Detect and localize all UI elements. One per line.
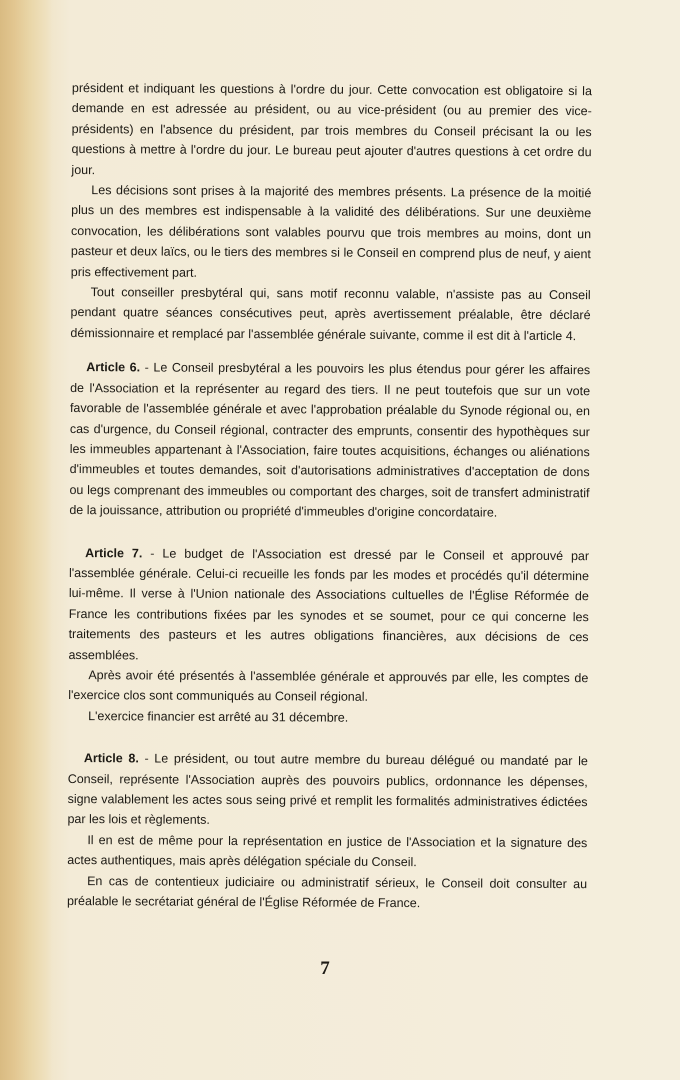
article-8-text: - Le président, ou tout autre membre du bureau délégué ou mandaté par le Conseil, représente l'Association auprès des pouvoirs publics, ordonnance les dépenses, signe valablement les actes sous seing privé et remplit les formalités administratives édictées par les lois et règlements. bbox=[67, 751, 588, 828]
article-6 bbox=[69, 357, 590, 523]
article-7-text: - Le budget de l'Association est dressé par le Conseil et approuvé par l'assemblée générale. Celui-ci recueille les fonds par les modes et procédés qu'il détermine lui-même. Il verse à l'Union nationale des Associations cultuelles de l'Église Réformée de France les contributions fixées par les synodes et se soumet, pour ce qui concerne les traitements des pasteurs et les autres obligations financières, aux décisions de ces assemblées. bbox=[68, 545, 590, 662]
article-7-paragraph-comptes: Après avoir été présentés à l'assemblée générale et approuvés par elle, les comptes de l'exercice clos sont communiqués au Conseil régional. bbox=[68, 668, 589, 705]
article-6-text: - Le Conseil presbytéral a les pouvoirs les plus étendus pour gérer les affaires de l'Association et la représenter au regard des tiers. Il ne peut toutefois que sur un vote favorable de l'assemblée générale et avec l'approbation préalable du Synode régional ou, en cas d'urgence, du Conseil régional, contracter des emprunts, consentir des hypothèques sur les immeubles appartenant à l'Association, faire toutes acquisitions, échanges ou aliénations d'immeubles et toutes demandes, soit d'autorisations administratives d'acceptation de dons ou legs comprenant des immeubles ou comportant des charges, soit de transfert administratif de la jouissance, attribution ou propriété d'immeubles d'origine concordataire. bbox=[69, 360, 591, 520]
paragraph-absence: Tout conseiller presbytéral qui, sans motif reconnu valable, n'assiste pas au Conseil pendant quatre séances consécutives peut, après avertissement préalable, être déclaré démissionnaire et remplacé par l'assemblée générale suivante, comme il est dit à l'article 4. bbox=[70, 285, 591, 343]
paragraph-convocation: président et indiquant les questions à l'ordre du jour. Cette convocation est obligatoire si la demande en est adressée au président, ou au vice-président (ou au premier des vice-présidents) en l'absence du président, par trois membres du Conseil précisant la ou les questions à mettre à l'ordre du jour. Le bureau peut ajouter d'autres questions à cet ordre du jour. bbox=[71, 80, 592, 177]
article-8-paragraph-contentieux: En cas de contentieux judiciaire ou administratif sérieux, le Conseil doit consulter au préalable le secrétariat général de l'Église Réformée de France. bbox=[66, 873, 588, 911]
article-8-label: Article 8. bbox=[83, 751, 139, 766]
paragraph-decisions: Les décisions sont prises à la majorité des membres présents. La présence de la moitié plus un des membres est indispensable à la validité des délibérations. Sur une deuxième convocation, les délibérations sont valables pourvu que trois membres au moins, dont un pasteur et deux laïcs, ou le tiers des membres si le Conseil en comprend plus de neuf, y aient pris effectivement part. bbox=[70, 183, 592, 280]
document-body bbox=[67, 78, 592, 915]
page-number: 7 bbox=[320, 958, 330, 979]
binding-edge bbox=[0, 0, 52, 1080]
article-8 bbox=[67, 748, 587, 833]
article-7 bbox=[68, 543, 589, 669]
article-7-paragraph-exercice: L'exercice financier est arrêté au 31 décembre. bbox=[88, 708, 349, 725]
article-6-label: Article 6. bbox=[86, 360, 141, 375]
article-8-paragraph-justice: Il en est de même pour la représentation en justice de l'Association et la signature des actes authentiques, mais après délégation spéciale du Conseil. bbox=[67, 832, 588, 870]
article-7-label: Article 7. bbox=[85, 545, 143, 560]
